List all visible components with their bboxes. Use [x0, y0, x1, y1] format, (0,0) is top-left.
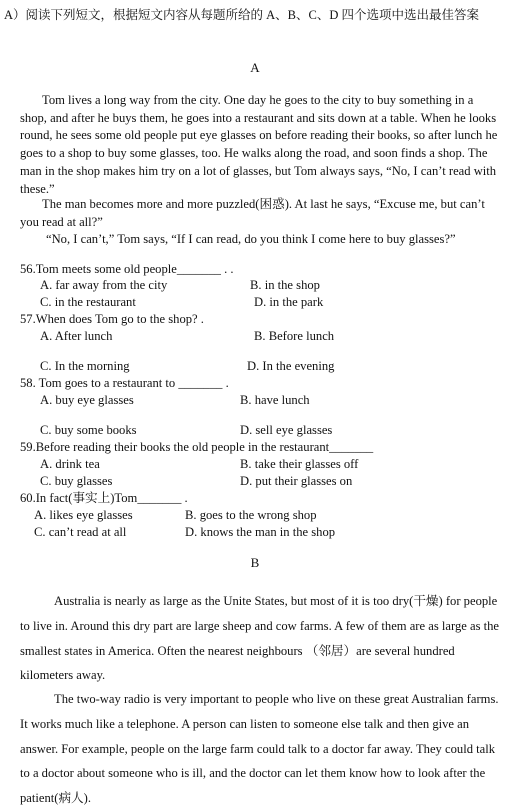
question-59-option-c: C. buy glasses: [40, 474, 113, 488]
passage-a-paragraph-1: Tom lives a long way from the city. One day he goes to the city to buy something in a shop, and after he buys them, he goes into a restaurant and sits down at a table. When he looks round, he sees some old people put eye glasses on before reading their books, so after lunch he goes to a shop to buy some glasses, too. He walks along the road, and soon finds a shop. The man in the shop makes him try on a lot of glasses, but Tom always says, “No, I can’t read with these.”: [20, 93, 498, 196]
question-56-option-a: A. far away from the city: [40, 278, 168, 292]
question-59-option-b: B. take their glasses off: [240, 457, 359, 471]
question-58-option-a: A. buy eye glasses: [40, 393, 134, 407]
passage-b-letter: B: [250, 555, 260, 570]
passage-a-paragraph-2: The man becomes more and more puzzled(困惑). At last he says, “Excuse me, but can’t you read at all?”: [20, 197, 485, 229]
question-58-option-d: D. sell eye glasses: [240, 423, 333, 437]
question-60-option-d: D. knows the man in the shop: [185, 525, 336, 539]
question-57-option-c: C. In the morning: [40, 359, 130, 373]
passage-a-letter: A: [250, 60, 260, 75]
question-56-option-d: D. in the park: [254, 295, 324, 309]
question-59-stem: 59.Before reading their books the old people in the restaurant_______: [20, 440, 374, 454]
question-58-option-b: B. have lunch: [240, 393, 310, 407]
question-58-stem: 58. Tom goes to a restaurant to _______ .: [20, 376, 229, 390]
question-56-option-c: C. in the restaurant: [40, 295, 136, 309]
question-56-stem: 56.Tom meets some old people_______ . .: [20, 262, 234, 276]
question-57-option-b: B. Before lunch: [254, 329, 335, 343]
passage-b-paragraph-2: The two-way radio is very important to people who live on these great Australian farms. It works much like a telephone. A person can listen to someone else talk and then give an answer. For example, people on the large farm could talk to a doctor far away. They could talk to a doctor about someone who is ill, and the doctor can let them know how to look after the patient(病人).: [20, 692, 499, 806]
question-60-stem: 60.In fact(事实上)Tom_______ .: [20, 491, 188, 505]
passage-b-paragraph-1: Australia is nearly as large as the Unite States, but most of it is too dry(干燥) for people to live in. Around this dry part are large sheep and cow farms. A few of them are as large as the smallest states in America. Often the nearest neighbours （邻居）are several hundred kilometers away.: [20, 594, 499, 683]
question-60-option-c: C. can’t read at all: [34, 525, 127, 539]
question-60-option-a: A. likes eye glasses: [34, 508, 133, 522]
question-57-stem: 57.When does Tom go to the shop? .: [20, 312, 204, 326]
question-59-option-d: D. put their glasses on: [240, 474, 353, 488]
question-57-option-a: A. After lunch: [40, 329, 113, 343]
question-57-option-d: D. In the evening: [247, 359, 335, 373]
question-59-option-a: A. drink tea: [40, 457, 100, 471]
question-58-option-c: C. buy some books: [40, 423, 137, 437]
passage-a-paragraph-3: “No, I can’t,” Tom says, “If I can read, do you think I come here to buy glasses?”: [46, 232, 456, 246]
question-56-option-b: B. in the shop: [250, 278, 320, 292]
question-60-option-b: B. goes to the wrong shop: [185, 508, 317, 522]
instruction-text: A）阅读下列短文，根据短文内容从每题所给的 A、B、C、D 四个选项中选出最佳答案: [4, 8, 480, 22]
